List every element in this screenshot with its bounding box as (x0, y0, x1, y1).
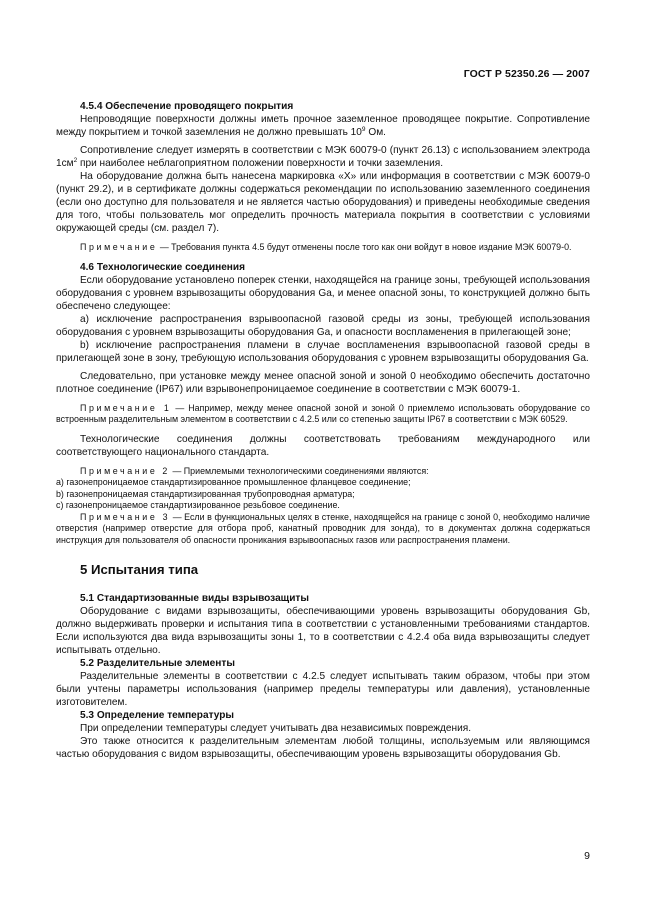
paragraph: Технологические соединения должны соответствовать требованиям международного или соответствующего национального стандарта. (56, 433, 590, 458)
paragraph: При определении температуры следует учитывать два независимых повреждения. (80, 723, 472, 734)
chapter-title-5: 5 Испытания типа (80, 562, 199, 577)
list-item: b) исключение распространения пламени в случае воспламенения взрывоопасной газовой среды в прилегающей зоне в зону, требующую использования оборудования с уровнем взрывозащиты оборудования Ga. (56, 339, 590, 364)
note: Примечание 2 — Приемлемыми технологическими соединениями являются: (80, 465, 429, 476)
paragraph: Непроводящие поверхности должны иметь прочное заземленное проводящее покрытие. Сопротивление между покрытием и точкой заземления не должно превышать $10^9$ Ом. (56, 114, 590, 138)
section-title-5-3: 5.3 Определение температуры (80, 710, 235, 721)
note-list-item: b) газонепроницаемая стандартизированная трубопроводная арматура; (56, 488, 355, 499)
section-title-4-6: 4.6 Технологические соединения (80, 261, 245, 273)
paragraph: Разделительные элементы в соответствии с 4.2.5 следует испытывать таким образом, чтобы при этом были учтены параметры использования (например пределы температуры или давления), установленные изготовителем. (56, 671, 590, 708)
document-header: ГОСТ Р 52350.26 — 2007 (463, 68, 590, 80)
paragraph: Оборудование с видами взрывозащиты, обеспечивающими уровень взрывозащиты оборудования Gb, должно выдерживать проверки и испытания типа в соответствии с установленными требованиями стандартов. Если используются два вида взрывозащиты зоны 1, то в соответствии с 4.2.4 оба вида взрывозащиты следует испытывать отдельно. (56, 606, 590, 656)
paragraph: Если оборудование установлено поперек стенки, находящейся на границе зоны, требующей использования оборудования с уровнем взрывозащиты оборудования Ga, и менее опасной зоны, то конструкцией должно быть обеспечено следующее: (56, 274, 590, 312)
note-list-item: a) газонепроницаемое стандартизированное промышленное фланцевое соединение; (56, 477, 411, 487)
paragraph: На оборудование должна быть нанесена маркировка «Х» или информация в соответствии с МЭК 60079-0 (пункт 29.2), и в сертификате должны содержаться рекомендации по использованию заземленного соединения (если оно доступно для пользователя и не является частью оборудования) и приведены необходимые сведения для того, чтобы пользователь мог определить прочность материала покрытия в соответствии с условиями окружающей среды (см. раздел 7). (56, 171, 590, 234)
note: Примечание — Требования пункта 4.5 будут отменены после того как они войдут в новое издание МЭК 60079-0. (80, 242, 572, 252)
paragraph: Следовательно, при установке между менее опасной зоной и зоной 0 необходимо обеспечить достаточно плотное соединение (IP67) или взрывонепроницаемое соединение в соответствии с МЭК 60079-1. (56, 370, 590, 395)
section-title-5-2: 5.2 Разделительные элементы (80, 658, 235, 669)
paragraph: Сопротивление следует измерять в соответствии с МЭК 60079-0 (пункт 26.13) с использованием электрода $1см^2$ при наиболее неблагоприятном положении поверхности и точки заземления. (56, 145, 590, 169)
note: Примечание 1 — Например, между менее опасной зоной и зоной 0 приемлемо использовать оборудование со встроенным разделительным элементом в соответствии с 4.2.5 или со степенью защиты IP67 в соответствии с МЭК 60529. (56, 402, 590, 424)
page-number: 9 (584, 850, 590, 862)
section-title-4-5-4: 4.5.4 Обеспечение проводящего покрытия (80, 101, 294, 112)
list-item: a) исключение распространения взрывоопасной газовой среды из зоны, требующей использования оборудования с уровнем взрывозащиты оборудования Ga, и опасности воспламенения в прилегающей зоне; (56, 313, 590, 338)
section-title-5-1: 5.1 Стандартизованные виды взрывозащиты (80, 593, 309, 604)
note: Примечание 3 — Если в функциональных целях в стенке, находящейся на границе с зоной 0, необходимо наличие отверстия (например отверстие для отбора проб, канатный проводник для зонда), то в документах должна содержаться инструкция для пользователя об опасности проникания взрывоопасных газов или распространения пламени. (56, 511, 590, 545)
page-content (56, 100, 590, 761)
paragraph: Это также относится к разделительным элементам любой толщины, используемым или являющимся частью оборудования с видом взрывозащиты, обеспечивающим уровень взрывозащиты оборудования Gb. (56, 736, 590, 760)
note-list-item: c) газонепроницаемое стандартизированное резьбовое соединение. (56, 500, 340, 510)
